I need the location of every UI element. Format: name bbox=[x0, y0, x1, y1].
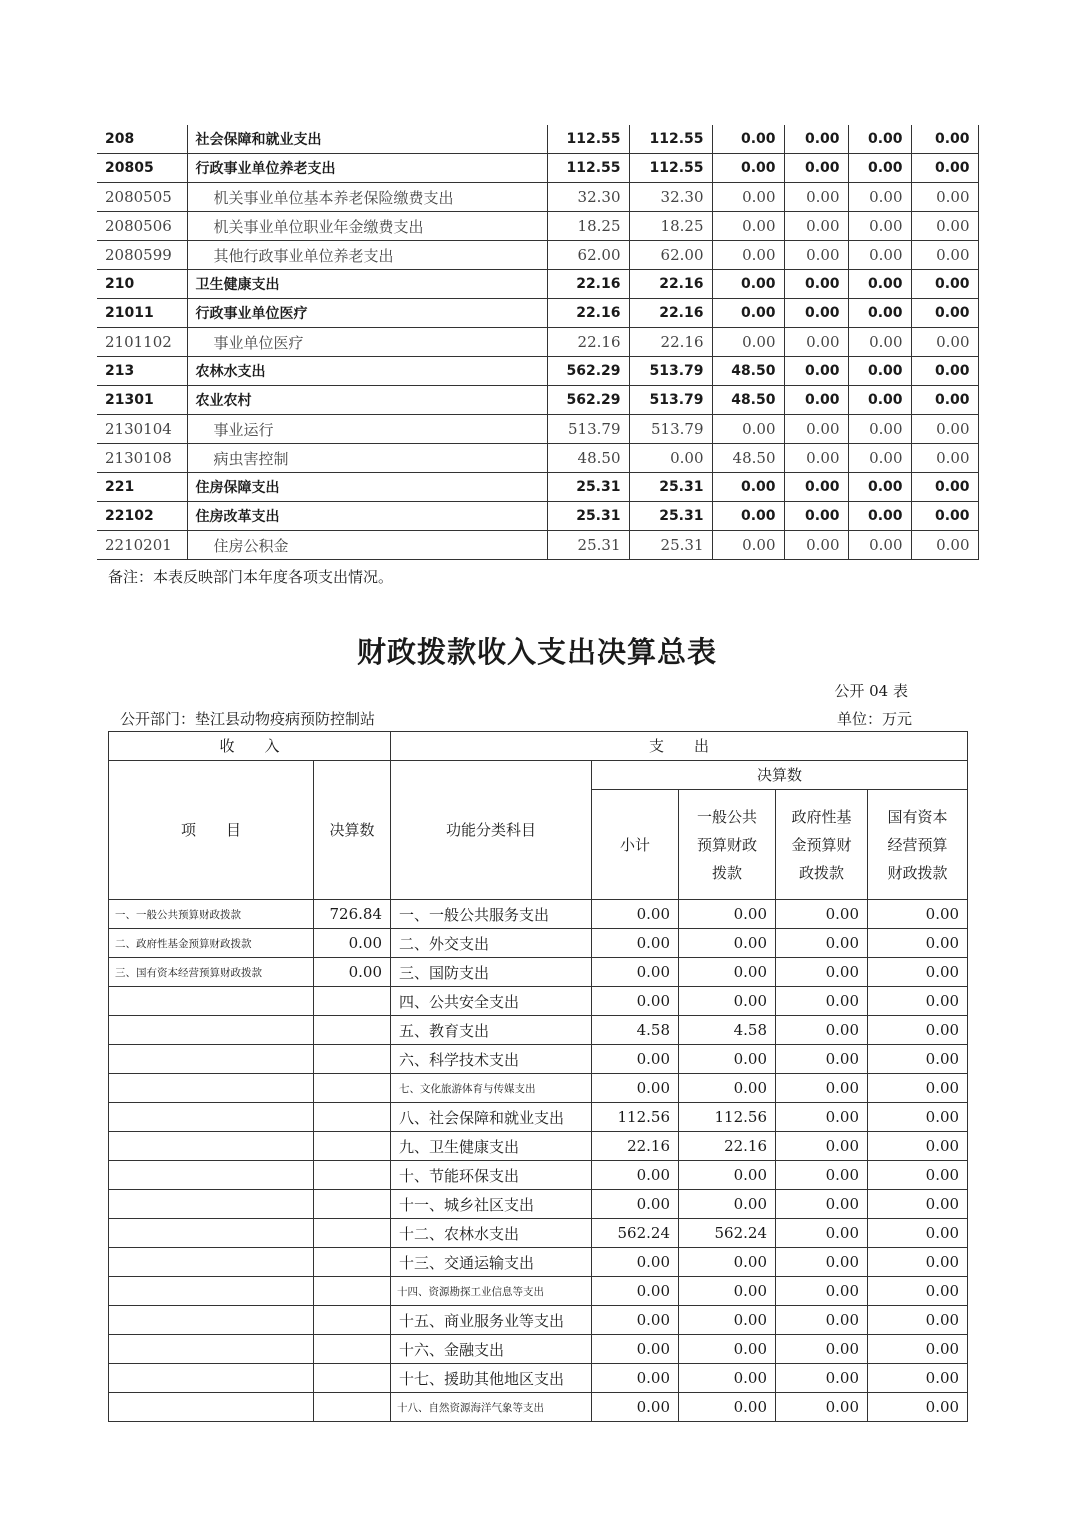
amount-cell: 0.00 bbox=[868, 987, 968, 1016]
amount-cell: 0.00 bbox=[679, 1306, 776, 1335]
amount-cell: 0.00 bbox=[848, 473, 911, 502]
amount-cell: 0.00 bbox=[911, 502, 978, 531]
table-row bbox=[97, 299, 978, 328]
function-subject: 九、卫生健康支出 bbox=[391, 1132, 592, 1161]
function-subject: 十六、金融支出 bbox=[391, 1335, 592, 1364]
amount-cell: 0.00 bbox=[712, 270, 784, 299]
item-header: 项 目 bbox=[109, 761, 314, 900]
income-item bbox=[109, 1045, 314, 1074]
income-item bbox=[109, 987, 314, 1016]
expenditure-detail-table bbox=[97, 125, 979, 560]
amount-cell: 25.31 bbox=[547, 531, 629, 560]
income-amount bbox=[314, 1190, 391, 1219]
amount-cell: 62.00 bbox=[629, 241, 712, 270]
amount-cell: 22.16 bbox=[592, 1132, 679, 1161]
income-item: 三、国有资本经营预算财政拨款 bbox=[109, 958, 314, 987]
subject-name: 农业农村 bbox=[187, 386, 547, 415]
subject-code: 2130108 bbox=[97, 444, 187, 473]
amount-cell: 0.00 bbox=[784, 154, 848, 183]
table-row bbox=[97, 212, 978, 241]
amount-cell: 0.00 bbox=[592, 1190, 679, 1219]
income-item bbox=[109, 1219, 314, 1248]
amount-cell: 0.00 bbox=[868, 1074, 968, 1103]
amount-cell: 4.58 bbox=[679, 1016, 776, 1045]
income-amount bbox=[314, 1016, 391, 1045]
table-row bbox=[109, 1074, 968, 1103]
amount-cell: 32.30 bbox=[629, 183, 712, 212]
subject-code: 2080599 bbox=[97, 241, 187, 270]
function-subject: 一、一般公共服务支出 bbox=[391, 900, 592, 929]
amount-cell: 0.00 bbox=[848, 270, 911, 299]
unit-label: 单位：万元 bbox=[836, 710, 912, 728]
amount-cell: 22.16 bbox=[547, 270, 629, 299]
amount-cell: 0.00 bbox=[868, 1248, 968, 1277]
amount-cell: 18.25 bbox=[629, 212, 712, 241]
subject-code: 208 bbox=[97, 125, 187, 154]
amount-cell: 0.00 bbox=[848, 183, 911, 212]
subject-code: 2210201 bbox=[97, 531, 187, 560]
table-row bbox=[109, 1277, 968, 1306]
amount-cell: 0.00 bbox=[712, 241, 784, 270]
amount-cell: 0.00 bbox=[911, 212, 978, 241]
income-item: 二、政府性基金预算财政拨款 bbox=[109, 929, 314, 958]
amount-cell: 562.24 bbox=[592, 1219, 679, 1248]
subject-name: 机关事业单位职业年金缴费支出 bbox=[187, 212, 547, 241]
amount-cell: 112.55 bbox=[629, 125, 712, 154]
amount-cell: 0.00 bbox=[592, 987, 679, 1016]
income-item bbox=[109, 1161, 314, 1190]
page-title: 财政拨款收入支出决算总表 bbox=[356, 635, 717, 669]
amount-cell: 0.00 bbox=[712, 328, 784, 357]
income-item bbox=[109, 1074, 314, 1103]
amount-cell: 112.56 bbox=[592, 1103, 679, 1132]
table-row bbox=[109, 1335, 968, 1364]
amount-cell: 0.00 bbox=[848, 299, 911, 328]
table-row bbox=[97, 444, 978, 473]
amount-cell: 0.00 bbox=[848, 415, 911, 444]
amount-cell: 22.16 bbox=[547, 299, 629, 328]
income-item bbox=[109, 1248, 314, 1277]
amount-cell: 25.31 bbox=[629, 473, 712, 502]
table-row bbox=[109, 1219, 968, 1248]
amount-cell: 0.00 bbox=[911, 444, 978, 473]
amount-cell: 0.00 bbox=[868, 1132, 968, 1161]
subject-name: 事业运行 bbox=[187, 415, 547, 444]
amount-cell: 0.00 bbox=[784, 270, 848, 299]
income-item bbox=[109, 1306, 314, 1335]
income-amount bbox=[314, 1045, 391, 1074]
income-amount bbox=[314, 1364, 391, 1393]
amount-cell: 0.00 bbox=[868, 1016, 968, 1045]
amount-cell: 32.30 bbox=[547, 183, 629, 212]
amount-cell: 48.50 bbox=[712, 444, 784, 473]
amount-cell: 0.00 bbox=[776, 958, 868, 987]
function-subject: 十三、交通运输支出 bbox=[391, 1248, 592, 1277]
amount-cell: 0.00 bbox=[776, 1132, 868, 1161]
amount-cell: 0.00 bbox=[848, 386, 911, 415]
amount-cell: 0.00 bbox=[848, 328, 911, 357]
amount-cell: 0.00 bbox=[848, 502, 911, 531]
table-row bbox=[109, 1393, 968, 1422]
amount-cell: 0.00 bbox=[848, 212, 911, 241]
subject-code: 221 bbox=[97, 473, 187, 502]
income-item bbox=[109, 1190, 314, 1219]
table-row bbox=[97, 328, 978, 357]
table-row bbox=[109, 1045, 968, 1074]
amount-cell: 0.00 bbox=[776, 1306, 868, 1335]
table-row bbox=[97, 125, 978, 154]
amount-cell: 0.00 bbox=[776, 900, 868, 929]
final-amount-header: 决算数 bbox=[592, 761, 968, 790]
subject-name: 住房公积金 bbox=[187, 531, 547, 560]
amount-cell: 0.00 bbox=[712, 212, 784, 241]
amount-cell: 22.16 bbox=[629, 299, 712, 328]
income-amount bbox=[314, 1074, 391, 1103]
amount-cell: 0.00 bbox=[629, 444, 712, 473]
amount-cell: 0.00 bbox=[784, 415, 848, 444]
amount-cell: 562.24 bbox=[679, 1219, 776, 1248]
amount-header: 决算数 bbox=[314, 761, 391, 900]
amount-cell: 48.50 bbox=[712, 357, 784, 386]
amount-cell: 0.00 bbox=[868, 929, 968, 958]
amount-cell: 0.00 bbox=[911, 241, 978, 270]
amount-cell: 0.00 bbox=[784, 125, 848, 154]
amount-cell: 0.00 bbox=[868, 1364, 968, 1393]
amount-cell: 22.16 bbox=[629, 270, 712, 299]
amount-cell: 0.00 bbox=[868, 900, 968, 929]
amount-cell: 0.00 bbox=[776, 1248, 868, 1277]
amount-cell: 0.00 bbox=[592, 1364, 679, 1393]
subject-code: 213 bbox=[97, 357, 187, 386]
income-amount: 0.00 bbox=[314, 958, 391, 987]
amount-cell: 0.00 bbox=[911, 154, 978, 183]
function-subject: 十五、商业服务业等支出 bbox=[391, 1306, 592, 1335]
income-amount bbox=[314, 1103, 391, 1132]
table-row bbox=[97, 154, 978, 183]
amount-cell: 0.00 bbox=[776, 1277, 868, 1306]
amount-cell: 25.31 bbox=[629, 502, 712, 531]
amount-cell: 0.00 bbox=[776, 1161, 868, 1190]
table-row bbox=[109, 1161, 968, 1190]
function-subject: 三、国防支出 bbox=[391, 958, 592, 987]
function-subject: 八、社会保障和就业支出 bbox=[391, 1103, 592, 1132]
form-number: 公开 04 表 bbox=[834, 682, 908, 700]
amount-cell: 0.00 bbox=[776, 1335, 868, 1364]
table-row bbox=[109, 958, 968, 987]
table-row bbox=[97, 241, 978, 270]
amount-cell: 0.00 bbox=[848, 125, 911, 154]
income-amount: 726.84 bbox=[314, 900, 391, 929]
amount-cell: 0.00 bbox=[784, 357, 848, 386]
amount-cell: 0.00 bbox=[848, 154, 911, 183]
amount-cell: 0.00 bbox=[784, 473, 848, 502]
department-label: 公开部门：垫江县动物疫病预防控制站 bbox=[120, 710, 376, 728]
amount-cell: 18.25 bbox=[547, 212, 629, 241]
amount-cell: 0.00 bbox=[592, 929, 679, 958]
amount-cell: 0.00 bbox=[712, 125, 784, 154]
subject-code: 2080506 bbox=[97, 212, 187, 241]
amount-cell: 0.00 bbox=[679, 1248, 776, 1277]
amount-cell: 0.00 bbox=[848, 531, 911, 560]
amount-cell: 0.00 bbox=[868, 1190, 968, 1219]
amount-cell: 0.00 bbox=[868, 1219, 968, 1248]
table-row bbox=[97, 183, 978, 212]
amount-cell: 0.00 bbox=[592, 1335, 679, 1364]
function-subject: 十七、援助其他地区支出 bbox=[391, 1364, 592, 1393]
amount-cell: 0.00 bbox=[784, 212, 848, 241]
subject-name: 事业单位医疗 bbox=[187, 328, 547, 357]
amount-cell: 0.00 bbox=[712, 502, 784, 531]
subject-code: 21011 bbox=[97, 299, 187, 328]
amount-cell: 0.00 bbox=[592, 1074, 679, 1103]
func-header: 功能分类科目 bbox=[391, 761, 592, 900]
amount-cell: 0.00 bbox=[911, 328, 978, 357]
subject-name: 农林水支出 bbox=[187, 357, 547, 386]
amount-cell: 0.00 bbox=[911, 415, 978, 444]
subject-code: 2130104 bbox=[97, 415, 187, 444]
fiscal-summary-table bbox=[108, 731, 968, 1422]
amount-cell: 0.00 bbox=[679, 1393, 776, 1422]
subject-code: 21301 bbox=[97, 386, 187, 415]
amount-cell: 0.00 bbox=[784, 386, 848, 415]
amount-cell: 562.29 bbox=[547, 357, 629, 386]
amount-cell: 0.00 bbox=[868, 1045, 968, 1074]
amount-cell: 0.00 bbox=[679, 958, 776, 987]
amount-cell: 112.55 bbox=[629, 154, 712, 183]
amount-cell: 513.79 bbox=[629, 386, 712, 415]
amount-cell: 0.00 bbox=[592, 900, 679, 929]
income-amount bbox=[314, 987, 391, 1016]
amount-cell: 112.55 bbox=[547, 154, 629, 183]
amount-cell: 0.00 bbox=[848, 357, 911, 386]
table-row bbox=[109, 1103, 968, 1132]
amount-cell: 0.00 bbox=[776, 1103, 868, 1132]
amount-cell: 0.00 bbox=[712, 299, 784, 328]
table-row bbox=[97, 386, 978, 415]
table-row bbox=[109, 1248, 968, 1277]
table-row bbox=[97, 531, 978, 560]
income-item bbox=[109, 1016, 314, 1045]
amount-cell: 0.00 bbox=[679, 1045, 776, 1074]
amount-cell: 0.00 bbox=[679, 1161, 776, 1190]
amount-cell: 0.00 bbox=[911, 125, 978, 154]
amount-cell: 0.00 bbox=[868, 1393, 968, 1422]
amount-cell: 562.29 bbox=[547, 386, 629, 415]
table-row bbox=[109, 1190, 968, 1219]
table-row bbox=[97, 502, 978, 531]
amount-cell: 0.00 bbox=[784, 299, 848, 328]
amount-cell: 0.00 bbox=[911, 270, 978, 299]
amount-cell: 0.00 bbox=[784, 183, 848, 212]
function-subject: 四、公共安全支出 bbox=[391, 987, 592, 1016]
subject-name: 卫生健康支出 bbox=[187, 270, 547, 299]
amount-cell: 0.00 bbox=[776, 1393, 868, 1422]
income-amount bbox=[314, 1161, 391, 1190]
amount-cell: 0.00 bbox=[776, 1074, 868, 1103]
subject-name: 行政事业单位养老支出 bbox=[187, 154, 547, 183]
income-amount bbox=[314, 1393, 391, 1422]
function-subject: 十一、城乡社区支出 bbox=[391, 1190, 592, 1219]
amount-cell: 0.00 bbox=[592, 1248, 679, 1277]
income-amount bbox=[314, 1277, 391, 1306]
amount-cell: 0.00 bbox=[712, 531, 784, 560]
subject-name: 社会保障和就业支出 bbox=[187, 125, 547, 154]
table-row bbox=[109, 1016, 968, 1045]
amount-cell: 112.56 bbox=[679, 1103, 776, 1132]
income-item bbox=[109, 1393, 314, 1422]
amount-cell: 0.00 bbox=[911, 386, 978, 415]
table-row bbox=[109, 1132, 968, 1161]
table-row bbox=[109, 987, 968, 1016]
amount-cell: 0.00 bbox=[679, 1335, 776, 1364]
amount-cell: 25.31 bbox=[547, 473, 629, 502]
amount-cell: 0.00 bbox=[868, 1103, 968, 1132]
subtotal-header: 小计 bbox=[592, 790, 679, 900]
table-row bbox=[97, 357, 978, 386]
amount-cell: 0.00 bbox=[911, 473, 978, 502]
function-subject: 六、科学技术支出 bbox=[391, 1045, 592, 1074]
amount-cell: 0.00 bbox=[592, 1393, 679, 1422]
amount-cell: 513.79 bbox=[629, 357, 712, 386]
subject-code: 210 bbox=[97, 270, 187, 299]
table-row bbox=[97, 270, 978, 299]
amount-cell: 0.00 bbox=[712, 154, 784, 183]
state-capital-header: 国有资本经营预算财政拨款 bbox=[868, 790, 968, 900]
amount-cell: 22.16 bbox=[547, 328, 629, 357]
amount-cell: 0.00 bbox=[776, 1016, 868, 1045]
amount-cell: 0.00 bbox=[911, 299, 978, 328]
amount-cell: 0.00 bbox=[592, 1045, 679, 1074]
amount-cell: 0.00 bbox=[679, 1364, 776, 1393]
amount-cell: 0.00 bbox=[776, 1190, 868, 1219]
amount-cell: 0.00 bbox=[592, 1161, 679, 1190]
subject-code: 20805 bbox=[97, 154, 187, 183]
income-amount bbox=[314, 1132, 391, 1161]
function-subject: 五、教育支出 bbox=[391, 1016, 592, 1045]
amount-cell: 0.00 bbox=[784, 241, 848, 270]
function-subject: 十八、自然资源海洋气象等支出 bbox=[391, 1393, 592, 1422]
amount-cell: 112.55 bbox=[547, 125, 629, 154]
amount-cell: 0.00 bbox=[679, 900, 776, 929]
amount-cell: 0.00 bbox=[776, 1364, 868, 1393]
table-row bbox=[109, 929, 968, 958]
amount-cell: 0.00 bbox=[868, 1277, 968, 1306]
amount-cell: 0.00 bbox=[784, 502, 848, 531]
amount-cell: 0.00 bbox=[592, 1306, 679, 1335]
income-item bbox=[109, 1364, 314, 1393]
table-row bbox=[97, 415, 978, 444]
amount-cell: 0.00 bbox=[784, 531, 848, 560]
income-amount bbox=[314, 1306, 391, 1335]
income-amount: 0.00 bbox=[314, 929, 391, 958]
amount-cell: 0.00 bbox=[712, 473, 784, 502]
function-subject: 十四、资源勘探工业信息等支出 bbox=[391, 1277, 592, 1306]
table-row bbox=[97, 473, 978, 502]
amount-cell: 0.00 bbox=[776, 929, 868, 958]
income-amount bbox=[314, 1335, 391, 1364]
income-item bbox=[109, 1277, 314, 1306]
amount-cell: 0.00 bbox=[868, 1161, 968, 1190]
table-row bbox=[109, 1364, 968, 1393]
subject-name: 行政事业单位医疗 bbox=[187, 299, 547, 328]
amount-cell: 0.00 bbox=[679, 1190, 776, 1219]
income-item: 一、一般公共预算财政拨款 bbox=[109, 900, 314, 929]
function-subject: 七、文化旅游体育与传媒支出 bbox=[391, 1074, 592, 1103]
amount-cell: 0.00 bbox=[911, 183, 978, 212]
table-note: 备注：本表反映部门本年度各项支出情况。 bbox=[108, 568, 394, 586]
gov-fund-header: 政府性基金预算财政拨款 bbox=[776, 790, 868, 900]
amount-cell: 0.00 bbox=[679, 1277, 776, 1306]
amount-cell: 0.00 bbox=[848, 241, 911, 270]
amount-cell: 0.00 bbox=[592, 1277, 679, 1306]
amount-cell: 0.00 bbox=[868, 958, 968, 987]
amount-cell: 4.58 bbox=[592, 1016, 679, 1045]
amount-cell: 0.00 bbox=[848, 444, 911, 473]
income-item bbox=[109, 1335, 314, 1364]
income-item bbox=[109, 1103, 314, 1132]
amount-cell: 0.00 bbox=[679, 929, 776, 958]
income-header: 收 入 bbox=[109, 732, 391, 761]
subject-code: 22102 bbox=[97, 502, 187, 531]
subject-name: 住房改革支出 bbox=[187, 502, 547, 531]
amount-cell: 0.00 bbox=[712, 183, 784, 212]
expense-header: 支 出 bbox=[391, 732, 968, 761]
function-subject: 二、外交支出 bbox=[391, 929, 592, 958]
subject-name: 机关事业单位基本养老保险缴费支出 bbox=[187, 183, 547, 212]
function-subject: 十、节能环保支出 bbox=[391, 1161, 592, 1190]
subject-code: 2101102 bbox=[97, 328, 187, 357]
amount-cell: 0.00 bbox=[776, 1219, 868, 1248]
amount-cell: 0.00 bbox=[868, 1335, 968, 1364]
amount-cell: 0.00 bbox=[784, 444, 848, 473]
amount-cell: 0.00 bbox=[592, 958, 679, 987]
amount-cell: 513.79 bbox=[629, 415, 712, 444]
amount-cell: 0.00 bbox=[679, 987, 776, 1016]
amount-cell: 22.16 bbox=[679, 1132, 776, 1161]
amount-cell: 0.00 bbox=[784, 328, 848, 357]
amount-cell: 25.31 bbox=[629, 531, 712, 560]
table-row bbox=[109, 1306, 968, 1335]
table-row bbox=[109, 900, 968, 929]
subject-name: 其他行政事业单位养老支出 bbox=[187, 241, 547, 270]
amount-cell: 0.00 bbox=[776, 1045, 868, 1074]
amount-cell: 0.00 bbox=[868, 1306, 968, 1335]
amount-cell: 48.50 bbox=[547, 444, 629, 473]
subject-code: 2080505 bbox=[97, 183, 187, 212]
amount-cell: 0.00 bbox=[679, 1074, 776, 1103]
amount-cell: 48.50 bbox=[712, 386, 784, 415]
amount-cell: 0.00 bbox=[911, 531, 978, 560]
amount-cell: 0.00 bbox=[712, 415, 784, 444]
amount-cell: 22.16 bbox=[629, 328, 712, 357]
subject-name: 住房保障支出 bbox=[187, 473, 547, 502]
income-amount bbox=[314, 1219, 391, 1248]
amount-cell: 62.00 bbox=[547, 241, 629, 270]
income-item bbox=[109, 1132, 314, 1161]
amount-cell: 25.31 bbox=[547, 502, 629, 531]
amount-cell: 0.00 bbox=[776, 987, 868, 1016]
income-amount bbox=[314, 1248, 391, 1277]
amount-cell: 513.79 bbox=[547, 415, 629, 444]
general-budget-header: 一般公共预算财政拨款 bbox=[679, 790, 776, 900]
function-subject: 十二、农林水支出 bbox=[391, 1219, 592, 1248]
subject-name: 病虫害控制 bbox=[187, 444, 547, 473]
amount-cell: 0.00 bbox=[911, 357, 978, 386]
